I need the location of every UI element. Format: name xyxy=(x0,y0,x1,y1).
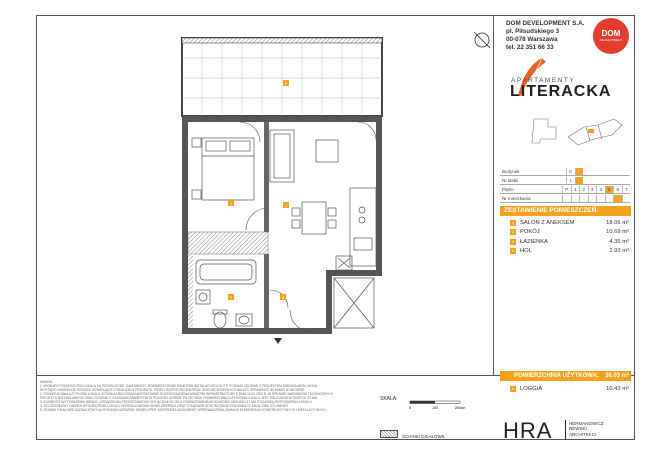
scale-bar xyxy=(408,400,468,412)
info-cell xyxy=(562,195,571,202)
sofa xyxy=(270,130,338,182)
room-label-2: 2 xyxy=(229,201,233,206)
info-cell: P xyxy=(562,186,571,193)
info-cell xyxy=(579,195,588,202)
info-cell-highlight xyxy=(613,195,622,202)
note-line: UWAGA: xyxy=(40,380,53,384)
info-row-building xyxy=(500,167,630,176)
rooms-list xyxy=(500,218,631,256)
room-name: SALON Z ANEKSEM xyxy=(520,219,575,226)
info-cell-highlight xyxy=(575,168,584,175)
bed xyxy=(192,138,254,200)
room-name: HOL xyxy=(520,248,532,255)
architect-name-line: HERMANOWICZ xyxy=(569,421,604,426)
company-city: 00-078 Warszawa xyxy=(506,36,558,43)
info-row-apartment xyxy=(500,194,630,203)
note-line: PROJEKTU BUDOWLANEGO ORAZ ZGODNIE Z ZASADAMI ZAWARTYMI W POLSKIEJ NORMIE PN-ISO 9836. POWIERZCHNIA UŻYTKOWA LOKALU JEST OBLICZANA W ŚWIETLE ŚCIAN xyxy=(40,396,318,400)
room-label-1: 1 xyxy=(284,203,288,208)
partition-walls-legend-label: ŚCIANKI DZIAŁOWE xyxy=(402,434,445,439)
info-cell xyxy=(596,195,605,202)
room-name: LOGGIA xyxy=(520,385,543,392)
architect-name-line: ARCHITEKCI xyxy=(569,431,597,437)
info-cell xyxy=(571,195,580,202)
kitchen-counter xyxy=(350,188,376,266)
rooms-header: ZESTAWIENIE POMIESZCZEŃ: xyxy=(500,206,631,216)
architect-names xyxy=(569,421,604,437)
room-row xyxy=(500,247,631,257)
info-cell xyxy=(605,195,614,202)
note-line: 4. SZCZEGÓŁOWY ZAKRES WYKOŃCZENIA LOKALU OKREŚLA UMOWA DEWELOPERSKA ORAZ STANDARD WYKOŃCZENIA STANOWIĄCY ZAŁĄCZNIK DO UMOWY xyxy=(40,404,289,408)
room-area: 4.35 m² xyxy=(609,238,629,245)
info-cell: 3 xyxy=(588,186,597,193)
architect-logo-divider xyxy=(565,420,566,440)
info-cell xyxy=(622,195,631,202)
info-cell: 7 xyxy=(622,186,631,193)
room-row xyxy=(500,218,631,228)
loggia-row xyxy=(500,384,631,394)
north-arrow-icon xyxy=(474,32,490,48)
info-label: Budynek xyxy=(502,168,520,174)
company-name: DOM DEVELOPMENT S.A. xyxy=(506,20,585,27)
room-name: POKÓJ xyxy=(520,229,540,236)
scale-tick: 0 xyxy=(409,406,411,410)
room-row xyxy=(500,237,631,247)
floor-plan xyxy=(140,20,490,360)
scale-tick: 100 xyxy=(432,406,438,410)
company-phone: tel. 22 351 66 33 xyxy=(506,44,554,51)
architect-logo: HRA xyxy=(503,418,553,443)
info-cell-highlight: 5 xyxy=(605,186,614,193)
room-label-5: 5 xyxy=(284,81,288,86)
toilet-icon xyxy=(213,310,227,328)
note-line: 2. POWIERZCHNIA UŻYTKOWA LOKALU ZOSTAŁA OBLICZONA NA PODSTAWIE ROZPORZĄDZENIA MINISTRA INFRASTRUKTURY Z DNIA 12.04.2002 R. W SPRAWIE WARUNKÓW TECHNICZNYCH xyxy=(40,392,333,396)
info-cell: 1 xyxy=(566,177,575,184)
brand-line-2: LITERACKA xyxy=(510,83,612,100)
info-cell: 2 xyxy=(579,186,588,193)
dining-table xyxy=(292,202,336,234)
room-area: 2.93 m² xyxy=(609,248,629,255)
room-number: 2 xyxy=(511,229,515,235)
wardrobe xyxy=(334,256,374,328)
key-plan xyxy=(528,113,628,151)
company-info xyxy=(506,20,584,52)
washing-machine xyxy=(196,290,210,304)
note-line: 5. ŚCIANKI DZIAŁOWE ZAZNACZONO NA RYSUNKU SZRAFEM. DEWELOPER ZASTRZEGA MOŻLIWOŚĆ WPROWADZENIA ZMIAN W ELEMENTACH KONSTRUKCYJNYCH I INSTALACYJNYCH xyxy=(40,408,326,412)
room-number: 4 xyxy=(511,248,515,254)
company-street: pl. Piłsudskiego 3 xyxy=(506,28,560,35)
dom-logo-sub: DEVELOPMENT xyxy=(599,38,623,42)
unit-info-table xyxy=(500,167,630,203)
dom-logo-text: DOM xyxy=(601,29,621,38)
sink-icon xyxy=(236,314,252,326)
partition-walls-legend-icon xyxy=(380,430,398,438)
room-area: 10.43 m² xyxy=(606,385,629,392)
architect-name-line: RÉWSKI xyxy=(569,426,587,432)
brand-line-1: APARTAMENTY xyxy=(511,77,576,84)
total-area-bar xyxy=(500,371,631,381)
info-cell: 4 xyxy=(596,186,605,193)
entrance-arrow-icon xyxy=(274,338,282,344)
sheet-divider-vertical xyxy=(493,15,494,375)
room-area: 18.06 m² xyxy=(606,219,629,226)
note-line: WYSTĄPIĆ NIEWIELKIE RÓŻNICE WYNIKAJĄCE Z REALIZACJI PROJEKTU. PRZED ROZPOCZĘCIEM PRAC WYKOŃCZENIOWYCH NALEŻY SPRAWDZIĆ WYMIARY W NATURZE xyxy=(40,388,305,392)
info-cell-highlight xyxy=(575,177,584,184)
room-number: 1 xyxy=(511,219,515,225)
scale-label: SKALA: xyxy=(380,396,398,402)
note-line: 3. ELEMENTY WYPOSAŻENIA (MEBLE, URZĄDZENIA) PRZEDSTAWIONO WYŁĄCZNIE W CELU ZOBRAZOWANIA MOŻLIWOŚCI ARANŻACJI I NIE STANOWIĄ WYPOSAŻENIA LOKALU xyxy=(40,400,312,404)
room-number: 5 xyxy=(511,385,515,391)
bathtub xyxy=(196,260,256,284)
room-area: 10.69 m² xyxy=(606,229,629,236)
scale-tick: 200cm xyxy=(454,406,466,410)
room-label-4: 4 xyxy=(281,295,285,300)
loggia-area xyxy=(182,38,382,116)
room-name: ŁAZIENKA xyxy=(520,238,549,245)
dom-development-logo xyxy=(593,18,629,54)
total-area-value: 36.03 m² xyxy=(604,373,629,379)
room-number: 3 xyxy=(511,238,515,244)
notes-block xyxy=(40,380,370,412)
info-row-stairwell xyxy=(500,176,630,185)
note-line: 1. WYMIARY POMIESZCZEŃ LOKALU SĄ PRZYBLIŻONE. SANITARIATY, ROZMIESZCZENIE PUNKTÓW INSTALACYJNYCH ITP. PODANO ZGODNIE Z PROJEKTEM BUDOWLANYM, MOGĄ xyxy=(40,384,318,388)
total-area-label: POWIERZCHNIA UŻYTKOWA: xyxy=(514,373,599,379)
info-cell xyxy=(588,195,597,202)
info-cell: 1 xyxy=(571,186,580,193)
room-row xyxy=(500,228,631,238)
room-label-3: 3 xyxy=(229,295,233,300)
info-label: Piętro xyxy=(502,186,514,192)
info-label: Nr klatki xyxy=(502,177,519,183)
info-label: Nr mieszkania xyxy=(502,195,531,201)
apartment-walls xyxy=(182,116,382,334)
info-cell: C xyxy=(566,168,575,175)
info-cell: 6 xyxy=(613,186,622,193)
info-row-floor xyxy=(500,185,630,194)
